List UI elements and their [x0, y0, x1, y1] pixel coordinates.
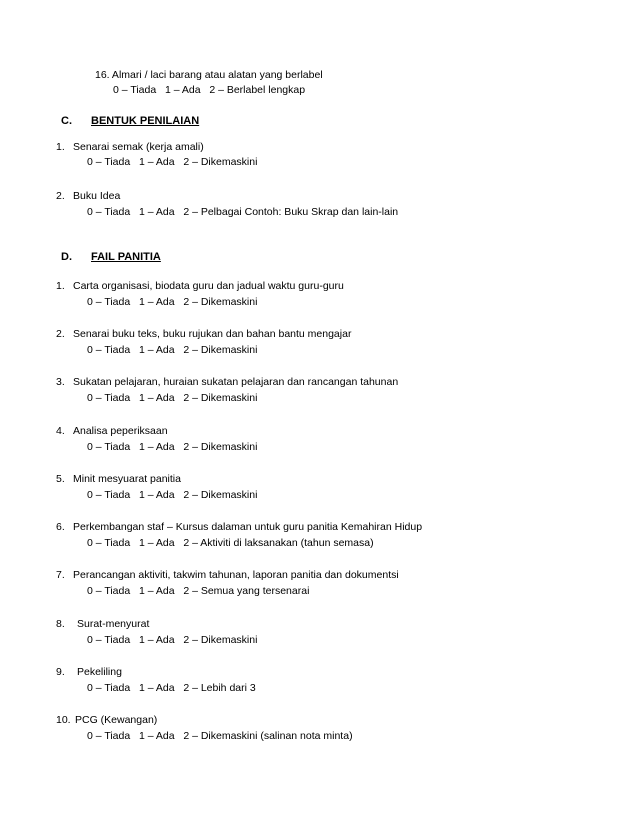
item-text: Surat-menyurat: [77, 618, 150, 630]
item-number: 1.: [56, 280, 65, 292]
section-d-title: FAIL PANITIA: [91, 251, 161, 263]
item-scale: 0 – Tiada 1 – Ada 2 – Dikemaskini: [87, 296, 258, 308]
item-text: Carta organisasi, biodata guru dan jadual waktu guru-guru: [73, 280, 344, 292]
item-16-label: 16. Almari / laci barang atau alatan yang berlabel: [95, 69, 323, 81]
section-c-heading: [61, 114, 199, 128]
list-item: [56, 618, 149, 631]
list-item: [56, 521, 422, 534]
item-number: 7.: [56, 569, 65, 581]
item-scale: 0 – Tiada 1 – Ada 2 – Dikemaskini: [87, 634, 258, 646]
item-number: 3.: [56, 376, 65, 388]
list-item: [56, 569, 399, 582]
item-text: Buku Idea: [73, 190, 121, 202]
item-text: PCG (Kewangan): [75, 714, 158, 726]
section-c-letter: C.: [61, 115, 72, 127]
item-text: Minit mesyuarat panitia: [73, 473, 181, 485]
item-scale: 0 – Tiada 1 – Ada 2 – Dikemaskini: [87, 156, 258, 168]
list-item: [56, 328, 351, 341]
item-scale: 0 – Tiada 1 – Ada 2 – Dikemaskini: [87, 489, 258, 501]
item-scale: 0 – Tiada 1 – Ada 2 – Semua yang tersenarai: [87, 585, 310, 597]
item-scale: 0 – Tiada 1 – Ada 2 – Dikemaskini: [87, 392, 258, 404]
list-item: [56, 473, 181, 486]
item-scale: 0 – Tiada 1 – Ada 2 – Dikemaskini: [87, 441, 258, 453]
item-scale: 0 – Tiada 1 – Ada 2 – Pelbagai Contoh: Buku Skrap dan lain-lain: [87, 206, 399, 218]
section-c-title: BENTUK PENILAIAN: [91, 115, 200, 127]
item-number: 4.: [56, 425, 65, 437]
item-number: 8.: [56, 618, 65, 630]
item-number: 9.: [56, 666, 65, 678]
item-number: 1.: [56, 141, 65, 153]
item-text: Perancangan aktiviti, takwim tahunan, laporan panitia dan dokumentsi: [73, 569, 399, 581]
list-item: [56, 376, 398, 389]
list-item: [56, 280, 344, 293]
list-item: [56, 666, 122, 679]
item-text: Sukatan pelajaran, huraian sukatan pelajaran dan rancangan tahunan: [73, 376, 399, 388]
item-scale: 0 – Tiada 1 – Ada 2 – Aktiviti di laksanakan (tahun semasa): [87, 537, 374, 549]
item-number: 2.: [56, 190, 65, 202]
item-number: 5.: [56, 473, 65, 485]
list-item: [56, 425, 168, 438]
item-text: Senarai buku teks, buku rujukan dan bahan bantu mengajar: [73, 328, 352, 340]
list-item: [56, 714, 157, 727]
item-scale: 0 – Tiada 1 – Ada 2 – Lebih dari 3: [87, 682, 256, 694]
item-number: 10.: [56, 714, 71, 726]
item-text: Pekeliling: [77, 666, 122, 678]
list-item: [56, 141, 204, 154]
item-16-scale: 0 – Tiada 1 – Ada 2 – Berlabel lengkap: [113, 84, 306, 96]
item-text: Senarai semak (kerja amali): [73, 141, 204, 153]
item-text: Analisa peperiksaan: [73, 425, 168, 437]
item-scale: 0 – Tiada 1 – Ada 2 – Dikemaskini: [87, 344, 258, 356]
item-number: 6.: [56, 521, 65, 533]
item-text: Perkembangan staf – Kursus dalaman untuk guru panitia Kemahiran Hidup: [73, 521, 423, 533]
list-item: [56, 190, 120, 203]
item-scale: 0 – Tiada 1 – Ada 2 – Dikemaskini (salinan nota minta): [87, 730, 353, 742]
item-number: 2.: [56, 328, 65, 340]
section-d-heading: [61, 250, 161, 264]
section-d-letter: D.: [61, 251, 72, 263]
